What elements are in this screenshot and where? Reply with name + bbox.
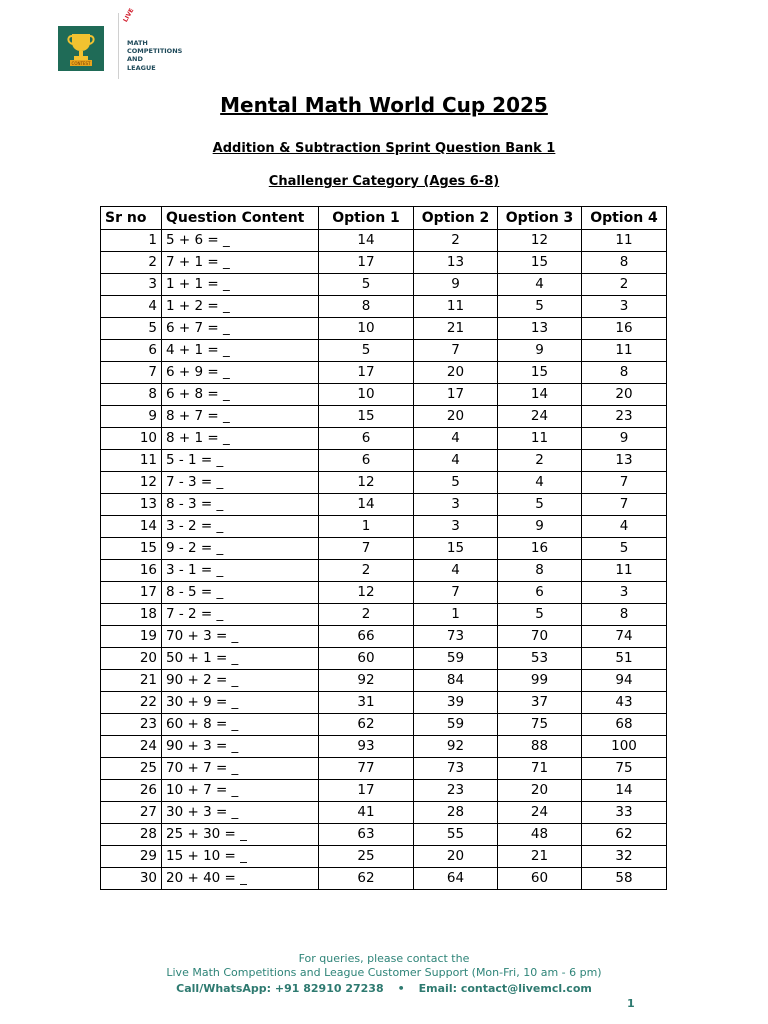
cell-option-2: 7 <box>414 340 498 362</box>
cell-option-4: 11 <box>582 230 667 252</box>
cell-sr-no: 25 <box>101 758 162 780</box>
logo-live-text: LIVE <box>122 7 136 24</box>
cell-option-2: 28 <box>414 802 498 824</box>
cell-option-2: 9 <box>414 274 498 296</box>
cell-question: 8 - 3 = _ <box>162 494 319 516</box>
cell-sr-no: 11 <box>101 450 162 472</box>
cell-option-4: 58 <box>582 868 667 890</box>
table-row <box>101 494 667 516</box>
cell-option-1: 8 <box>319 296 414 318</box>
cell-option-4: 14 <box>582 780 667 802</box>
cell-sr-no: 5 <box>101 318 162 340</box>
cell-question: 1 + 2 = _ <box>162 296 319 318</box>
table-row <box>101 384 667 406</box>
cell-option-2: 21 <box>414 318 498 340</box>
cell-sr-no: 26 <box>101 780 162 802</box>
cell-option-1: 60 <box>319 648 414 670</box>
cell-option-4: 100 <box>582 736 667 758</box>
cell-question: 60 + 8 = _ <box>162 714 319 736</box>
table-row <box>101 626 667 648</box>
cell-question: 90 + 3 = _ <box>162 736 319 758</box>
cell-option-2: 3 <box>414 516 498 538</box>
cell-option-2: 39 <box>414 692 498 714</box>
document-title: Mental Math World Cup 2025 <box>220 93 548 117</box>
table-row <box>101 670 667 692</box>
cell-option-1: 14 <box>319 230 414 252</box>
cell-option-2: 1 <box>414 604 498 626</box>
trophy-icon <box>58 26 104 71</box>
cell-question: 8 - 5 = _ <box>162 582 319 604</box>
cell-sr-no: 17 <box>101 582 162 604</box>
cell-question: 10 + 7 = _ <box>162 780 319 802</box>
cell-option-1: 93 <box>319 736 414 758</box>
cell-sr-no: 21 <box>101 670 162 692</box>
cell-sr-no: 22 <box>101 692 162 714</box>
cell-option-3: 11 <box>498 428 582 450</box>
cell-option-4: 16 <box>582 318 667 340</box>
svg-text:CONTEST: CONTEST <box>71 61 91 66</box>
cell-option-4: 20 <box>582 384 667 406</box>
cell-sr-no: 18 <box>101 604 162 626</box>
logo-wordmark <box>127 39 182 72</box>
cell-option-3: 16 <box>498 538 582 560</box>
cell-option-4: 8 <box>582 362 667 384</box>
cell-option-1: 1 <box>319 516 414 538</box>
cell-option-1: 41 <box>319 802 414 824</box>
footer-bullet: • <box>397 982 405 995</box>
cell-sr-no: 14 <box>101 516 162 538</box>
cell-option-3: 48 <box>498 824 582 846</box>
header-option-1: Option 1 <box>319 207 414 230</box>
table-row <box>101 406 667 428</box>
cell-sr-no: 13 <box>101 494 162 516</box>
cell-option-1: 2 <box>319 604 414 626</box>
cell-option-1: 6 <box>319 428 414 450</box>
cell-option-3: 99 <box>498 670 582 692</box>
cell-sr-no: 29 <box>101 846 162 868</box>
cell-sr-no: 3 <box>101 274 162 296</box>
cell-option-4: 3 <box>582 582 667 604</box>
cell-question: 90 + 2 = _ <box>162 670 319 692</box>
cell-option-4: 8 <box>582 252 667 274</box>
footer-support-line: Live Math Competitions and League Customer Support (Mon-Fri, 10 am - 6 pm) <box>166 966 602 979</box>
table-row <box>101 582 667 604</box>
cell-option-4: 68 <box>582 714 667 736</box>
cell-option-2: 2 <box>414 230 498 252</box>
cell-option-1: 10 <box>319 318 414 340</box>
cell-option-1: 5 <box>319 340 414 362</box>
cell-question: 5 + 6 = _ <box>162 230 319 252</box>
cell-sr-no: 23 <box>101 714 162 736</box>
header-option-3: Option 3 <box>498 207 582 230</box>
header-sr-no: Sr no <box>101 207 162 230</box>
table-row <box>101 252 667 274</box>
cell-question: 50 + 1 = _ <box>162 648 319 670</box>
cell-option-2: 73 <box>414 626 498 648</box>
cell-option-1: 62 <box>319 714 414 736</box>
cell-question: 6 + 8 = _ <box>162 384 319 406</box>
table-body <box>101 230 667 890</box>
cell-option-4: 51 <box>582 648 667 670</box>
table-row <box>101 274 667 296</box>
cell-option-4: 9 <box>582 428 667 450</box>
table-row <box>101 230 667 252</box>
cell-option-2: 5 <box>414 472 498 494</box>
cell-option-1: 6 <box>319 450 414 472</box>
cell-sr-no: 12 <box>101 472 162 494</box>
cell-option-1: 17 <box>319 362 414 384</box>
cell-option-3: 5 <box>498 494 582 516</box>
cell-option-1: 17 <box>319 780 414 802</box>
logo-line: AND <box>127 55 143 64</box>
cell-option-1: 15 <box>319 406 414 428</box>
cell-option-4: 2 <box>582 274 667 296</box>
cell-question: 30 + 3 = _ <box>162 802 319 824</box>
table-row <box>101 714 667 736</box>
cell-option-2: 20 <box>414 846 498 868</box>
cell-question: 7 + 1 = _ <box>162 252 319 274</box>
cell-option-3: 75 <box>498 714 582 736</box>
cell-option-4: 13 <box>582 450 667 472</box>
cell-option-2: 15 <box>414 538 498 560</box>
footer-email: Email: contact@livemcl.com <box>418 982 592 995</box>
cell-option-3: 37 <box>498 692 582 714</box>
cell-question: 3 - 2 = _ <box>162 516 319 538</box>
table-row <box>101 692 667 714</box>
cell-option-1: 17 <box>319 252 414 274</box>
logo-line: MATH <box>127 39 148 47</box>
cell-option-4: 75 <box>582 758 667 780</box>
cell-question: 70 + 3 = _ <box>162 626 319 648</box>
cell-option-2: 17 <box>414 384 498 406</box>
table-row <box>101 428 667 450</box>
cell-question: 5 - 1 = _ <box>162 450 319 472</box>
cell-option-3: 9 <box>498 516 582 538</box>
cell-option-2: 59 <box>414 648 498 670</box>
logo-divider <box>118 13 119 79</box>
cell-option-2: 11 <box>414 296 498 318</box>
cell-question: 6 + 9 = _ <box>162 362 319 384</box>
cell-option-3: 24 <box>498 406 582 428</box>
question-table <box>100 206 667 890</box>
table-row <box>101 846 667 868</box>
table-row <box>101 340 667 362</box>
cell-option-3: 15 <box>498 252 582 274</box>
table-row <box>101 824 667 846</box>
cell-option-3: 70 <box>498 626 582 648</box>
question-bank-subtitle: Addition & Subtraction Sprint Question Bank 1 <box>212 141 556 156</box>
cell-sr-no: 15 <box>101 538 162 560</box>
cell-option-4: 4 <box>582 516 667 538</box>
footer-query-line: For queries, please contact the <box>298 952 470 965</box>
cell-question: 9 - 2 = _ <box>162 538 319 560</box>
cell-option-1: 14 <box>319 494 414 516</box>
cell-option-2: 64 <box>414 868 498 890</box>
cell-option-1: 25 <box>319 846 414 868</box>
cell-sr-no: 24 <box>101 736 162 758</box>
cell-option-3: 24 <box>498 802 582 824</box>
table-row <box>101 516 667 538</box>
cell-option-2: 73 <box>414 758 498 780</box>
cell-option-2: 92 <box>414 736 498 758</box>
table-row <box>101 604 667 626</box>
cell-option-4: 7 <box>582 494 667 516</box>
cell-option-2: 84 <box>414 670 498 692</box>
cell-option-4: 62 <box>582 824 667 846</box>
cell-option-3: 88 <box>498 736 582 758</box>
cell-option-1: 7 <box>319 538 414 560</box>
cell-option-3: 60 <box>498 868 582 890</box>
cell-option-1: 31 <box>319 692 414 714</box>
table-row <box>101 450 667 472</box>
cell-option-2: 4 <box>414 450 498 472</box>
cell-option-3: 2 <box>498 450 582 472</box>
cell-sr-no: 2 <box>101 252 162 274</box>
cell-option-2: 20 <box>414 362 498 384</box>
cell-option-4: 43 <box>582 692 667 714</box>
cell-sr-no: 28 <box>101 824 162 846</box>
cell-option-2: 55 <box>414 824 498 846</box>
table-row <box>101 538 667 560</box>
cell-sr-no: 19 <box>101 626 162 648</box>
cell-option-3: 53 <box>498 648 582 670</box>
cell-option-4: 8 <box>582 604 667 626</box>
category-subtitle: Challenger Category (Ages 6-8) <box>268 174 500 189</box>
cell-option-2: 4 <box>414 560 498 582</box>
trophy-badge <box>58 26 104 71</box>
cell-question: 20 + 40 = _ <box>162 868 319 890</box>
header-question: Question Content <box>162 207 319 230</box>
cell-sr-no: 7 <box>101 362 162 384</box>
cell-option-3: 13 <box>498 318 582 340</box>
cell-sr-no: 10 <box>101 428 162 450</box>
table-row <box>101 868 667 890</box>
cell-option-3: 4 <box>498 472 582 494</box>
cell-question: 3 - 1 = _ <box>162 560 319 582</box>
cell-question: 7 - 3 = _ <box>162 472 319 494</box>
cell-option-4: 32 <box>582 846 667 868</box>
cell-option-1: 12 <box>319 582 414 604</box>
cell-option-4: 5 <box>582 538 667 560</box>
cell-option-1: 12 <box>319 472 414 494</box>
cell-option-3: 5 <box>498 296 582 318</box>
page-number: 1 <box>627 997 635 1010</box>
cell-option-3: 71 <box>498 758 582 780</box>
logo-line: COMPETITIONS <box>127 47 183 56</box>
cell-question: 25 + 30 = _ <box>162 824 319 846</box>
cell-option-3: 9 <box>498 340 582 362</box>
cell-option-3: 8 <box>498 560 582 582</box>
cell-option-3: 20 <box>498 780 582 802</box>
cell-option-4: 23 <box>582 406 667 428</box>
footer-contact-line <box>0 982 768 995</box>
cell-option-1: 77 <box>319 758 414 780</box>
cell-option-3: 21 <box>498 846 582 868</box>
cell-option-1: 2 <box>319 560 414 582</box>
cell-option-4: 94 <box>582 670 667 692</box>
cell-question: 15 + 10 = _ <box>162 846 319 868</box>
cell-option-4: 74 <box>582 626 667 648</box>
cell-option-1: 66 <box>319 626 414 648</box>
cell-option-3: 15 <box>498 362 582 384</box>
cell-sr-no: 27 <box>101 802 162 824</box>
header-option-2: Option 2 <box>414 207 498 230</box>
cell-option-3: 6 <box>498 582 582 604</box>
cell-sr-no: 30 <box>101 868 162 890</box>
cell-question: 6 + 7 = _ <box>162 318 319 340</box>
table-row <box>101 560 667 582</box>
table-row <box>101 296 667 318</box>
table-row <box>101 736 667 758</box>
cell-question: 70 + 7 = _ <box>162 758 319 780</box>
cell-option-1: 5 <box>319 274 414 296</box>
cell-option-2: 20 <box>414 406 498 428</box>
cell-option-2: 59 <box>414 714 498 736</box>
table-header-row <box>101 207 667 230</box>
logo <box>58 7 186 77</box>
table-row <box>101 802 667 824</box>
cell-question: 4 + 1 = _ <box>162 340 319 362</box>
cell-question: 7 - 2 = _ <box>162 604 319 626</box>
cell-sr-no: 8 <box>101 384 162 406</box>
cell-option-1: 63 <box>319 824 414 846</box>
cell-option-1: 92 <box>319 670 414 692</box>
cell-question: 8 + 1 = _ <box>162 428 319 450</box>
cell-option-4: 11 <box>582 340 667 362</box>
table-row <box>101 362 667 384</box>
cell-question: 8 + 7 = _ <box>162 406 319 428</box>
cell-option-4: 7 <box>582 472 667 494</box>
cell-option-2: 3 <box>414 494 498 516</box>
cell-option-4: 33 <box>582 802 667 824</box>
cell-option-1: 10 <box>319 384 414 406</box>
cell-sr-no: 1 <box>101 230 162 252</box>
footer-phone: Call/WhatsApp: +91 82910 27238 <box>176 982 384 995</box>
cell-option-4: 3 <box>582 296 667 318</box>
table-row <box>101 318 667 340</box>
cell-option-2: 7 <box>414 582 498 604</box>
cell-option-3: 12 <box>498 230 582 252</box>
cell-option-4: 11 <box>582 560 667 582</box>
cell-sr-no: 16 <box>101 560 162 582</box>
cell-sr-no: 4 <box>101 296 162 318</box>
table-row <box>101 472 667 494</box>
cell-sr-no: 6 <box>101 340 162 362</box>
cell-option-2: 23 <box>414 780 498 802</box>
table-row <box>101 648 667 670</box>
cell-option-3: 4 <box>498 274 582 296</box>
cell-question: 1 + 1 = _ <box>162 274 319 296</box>
table-row <box>101 758 667 780</box>
cell-option-2: 13 <box>414 252 498 274</box>
table-row <box>101 780 667 802</box>
cell-option-2: 4 <box>414 428 498 450</box>
cell-question: 30 + 9 = _ <box>162 692 319 714</box>
header-option-4: Option 4 <box>582 207 667 230</box>
cell-sr-no: 9 <box>101 406 162 428</box>
cell-option-3: 5 <box>498 604 582 626</box>
cell-sr-no: 20 <box>101 648 162 670</box>
cell-option-3: 14 <box>498 384 582 406</box>
logo-line: LEAGUE <box>127 63 156 72</box>
cell-option-1: 62 <box>319 868 414 890</box>
